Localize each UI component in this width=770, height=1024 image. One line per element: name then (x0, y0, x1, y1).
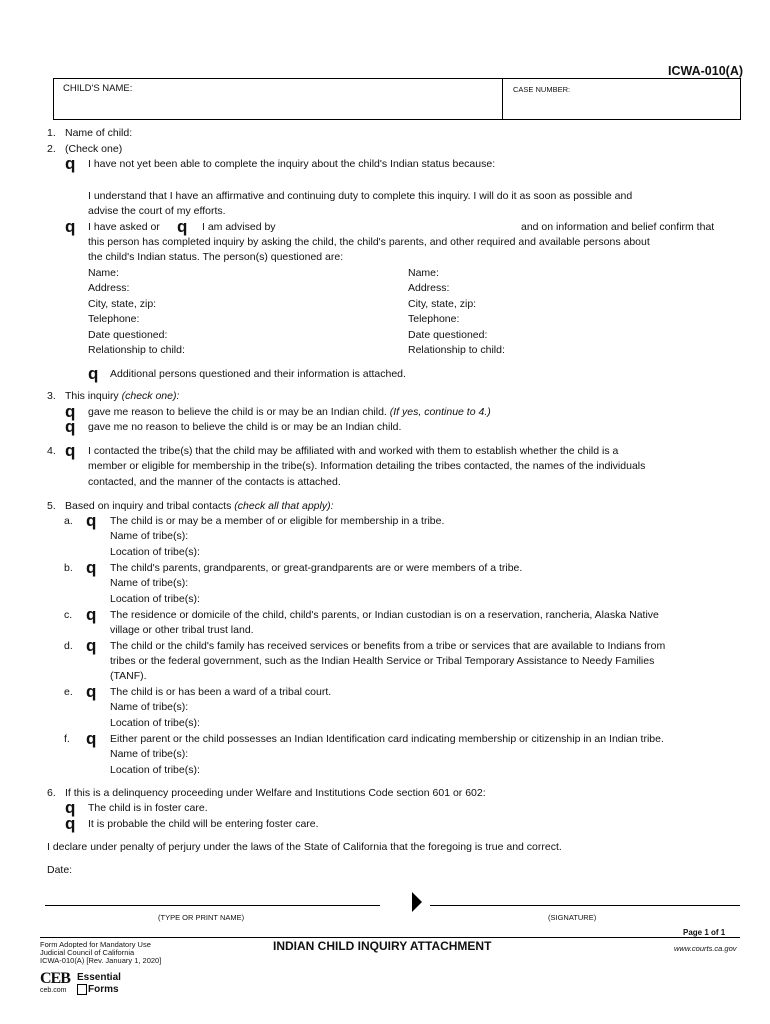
item5f-location-tribes: Location of tribe(s): (110, 764, 200, 776)
checkbox-icon[interactable]: q (86, 605, 97, 624)
item2-opt2-advised: I am advised by (202, 221, 276, 233)
item2-opt2-confirm: and on information and belief confirm that (521, 221, 715, 233)
date-label: Date: (47, 864, 73, 876)
essential-logo-text: Essential (77, 972, 121, 983)
header-box (53, 78, 741, 120)
footer-rule (40, 937, 740, 938)
item2-opt1-text: I have not yet been able to complete the inquiry about the child's Indian status because: (88, 158, 496, 170)
item5a-name-tribes: Name of tribe(s): (110, 530, 189, 542)
ceb-logo-sub: ceb.com (40, 987, 67, 994)
item3-opt2-text: gave me no reason to believe the child is or may be an Indian child. (88, 421, 402, 433)
item5e-text: The child is or has been a ward of a tribal court. (110, 686, 332, 698)
item5-number: 5. (47, 500, 56, 512)
item6-label: If this is a delinquency proceeding under Welfare and Institutions Code section 601 or 602: (65, 787, 486, 799)
person1-name-label: Name: (88, 267, 119, 279)
item5c-line1: The residence or domicile of the child, child's parents, or Indian custodian is on a reservation, rancheria, Alaska Native (110, 609, 659, 621)
item2-opt2-line3: the child's Indian status. The person(s) questioned are: (88, 251, 344, 263)
child-name-label: CHILD'S NAME: (63, 83, 133, 94)
item5a-text: The child is or may be a member of or eligible for membership in a tribe. (110, 515, 445, 527)
checkbox-icon[interactable]: q (65, 154, 76, 173)
declaration-text: I declare under penalty of perjury under the laws of the State of California that the foregoing is true and correct. (47, 841, 562, 853)
checkbox-icon[interactable]: q (65, 217, 76, 236)
item5a-letter: a. (64, 515, 73, 527)
item5-label: Based on inquiry and tribal contacts (check all that apply): (65, 500, 334, 512)
checkbox-icon[interactable]: q (86, 558, 97, 577)
person2-name-label: Name: (408, 267, 439, 279)
item5b-text: The child's parents, grandparents, or great-grandparents are or were members of a tribe. (110, 562, 523, 574)
item4-line1: I contacted the tribe(s) that the child may be affiliated with and worked with them to establish whether the child is a (88, 445, 619, 457)
item4-number: 4. (47, 445, 56, 457)
item4-line2: member or eligible for membership in the tribe(s). Information detailing the tribes contacted, the names of the individuals (88, 460, 646, 472)
item5d-line2: tribes or the federal government, such as the Indian Health Service or Tribal Temporary Assistance to Needy Families (110, 655, 655, 667)
item5d-letter: d. (64, 640, 73, 652)
item5b-letter: b. (64, 562, 73, 574)
item2-understand-line2: advise the court of my efforts. (88, 205, 226, 217)
item5e-location-tribes: Location of tribe(s): (110, 717, 200, 729)
signature-label: (SIGNATURE) (548, 913, 597, 922)
type-name-line[interactable] (45, 905, 380, 906)
item2-opt2-line2: this person has completed inquiry by asking the child, the child's parents, and other required and available persons about (88, 236, 650, 248)
form-id: ICWA-010(A) (668, 64, 744, 78)
person1-city-label: City, state, zip: (88, 298, 157, 310)
forms-logo-text: Forms (88, 984, 119, 995)
person2-address-label: Address: (408, 282, 450, 294)
item3-number: 3. (47, 390, 56, 402)
form-title: INDIAN CHILD INQUIRY ATTACHMENT (273, 939, 492, 953)
person2-relationship-label: Relationship to child: (408, 344, 505, 356)
person1-relationship-label: Relationship to child: (88, 344, 185, 356)
checkbox-icon[interactable]: q (65, 402, 76, 421)
forms-logo-icon (77, 984, 87, 995)
item5b-location-tribes: Location of tribe(s): (110, 593, 200, 605)
item5c-line2: village or other tribal trust land. (110, 624, 254, 636)
item5f-text: Either parent or the child possesses an Indian Identification card indicating membership or citizenship in an Indian tribe. (110, 733, 664, 745)
item5f-name-tribes: Name of tribe(s): (110, 748, 189, 760)
adopted-line3: ICWA-010(A) [Rev. January 1, 2020] (40, 956, 162, 965)
checkbox-icon[interactable]: q (177, 217, 188, 236)
ceb-logo: CEB (40, 970, 70, 987)
item2-understand-line1: I understand that I have an affirmative and continuing duty to complete this inquiry. I will do it as soon as possible and (88, 190, 633, 202)
checkbox-icon[interactable]: q (86, 729, 97, 748)
person2-date-label: Date questioned: (408, 329, 488, 341)
checkbox-icon[interactable]: q (86, 636, 97, 655)
signature-arrow-icon (410, 890, 424, 914)
adopted-line1: Form Adopted for Mandatory Use (40, 940, 151, 949)
item2-number: 2. (47, 143, 56, 155)
person2-telephone-label: Telephone: (408, 313, 460, 325)
item1-label: Name of child: (65, 127, 133, 139)
courts-url[interactable]: www.courts.ca.gov (674, 944, 737, 953)
item4-line3: contacted, and the manner of the contacts is attached. (88, 476, 341, 488)
page-number: Page 1 of 1 (683, 928, 726, 937)
item2-opt2-asked: I have asked or (88, 221, 160, 233)
item6-number: 6. (47, 787, 56, 799)
checkbox-icon[interactable]: q (65, 814, 76, 833)
item5e-letter: e. (64, 686, 73, 698)
checkbox-icon[interactable]: q (65, 441, 76, 460)
item5f-letter: f. (64, 733, 70, 745)
adopted-line2: Judicial Council of California (40, 948, 135, 957)
signature-line[interactable] (430, 905, 740, 906)
item5b-name-tribes: Name of tribe(s): (110, 577, 189, 589)
item3-opt1-text: gave me reason to believe the child is or may be an Indian child. (If yes, continue to 4.) (88, 406, 491, 418)
person1-telephone-label: Telephone: (88, 313, 140, 325)
item5d-line1: The child or the child's family has received services or benefits from a tribe or services that are available to Indians from (110, 640, 666, 652)
checkbox-icon[interactable]: q (86, 682, 97, 701)
item2-additional-text: Additional persons questioned and their information is attached. (110, 368, 406, 380)
item6-opt2-text: It is probable the child will be entering foster care. (88, 818, 319, 830)
person1-address-label: Address: (88, 282, 130, 294)
checkbox-icon[interactable]: q (65, 417, 76, 436)
checkbox-icon[interactable]: q (88, 364, 99, 383)
type-name-label: (TYPE OR PRINT NAME) (158, 913, 245, 922)
case-number-label: CASE NUMBER: (513, 85, 571, 94)
item3-label: This inquiry (check one): (65, 390, 180, 402)
item5a-location-tribes: Location of tribe(s): (110, 546, 200, 558)
item5e-name-tribes: Name of tribe(s): (110, 701, 189, 713)
checkbox-icon[interactable]: q (86, 511, 97, 530)
item2-label: (Check one) (65, 143, 123, 155)
checkbox-icon[interactable]: q (65, 798, 76, 817)
item5d-line3: (TANF). (110, 670, 147, 682)
item1-number: 1. (47, 127, 56, 139)
header-divider (502, 79, 503, 119)
person2-city-label: City, state, zip: (408, 298, 477, 310)
item5c-letter: c. (64, 609, 73, 621)
item6-opt1-text: The child is in foster care. (88, 802, 208, 814)
person1-date-label: Date questioned: (88, 329, 168, 341)
